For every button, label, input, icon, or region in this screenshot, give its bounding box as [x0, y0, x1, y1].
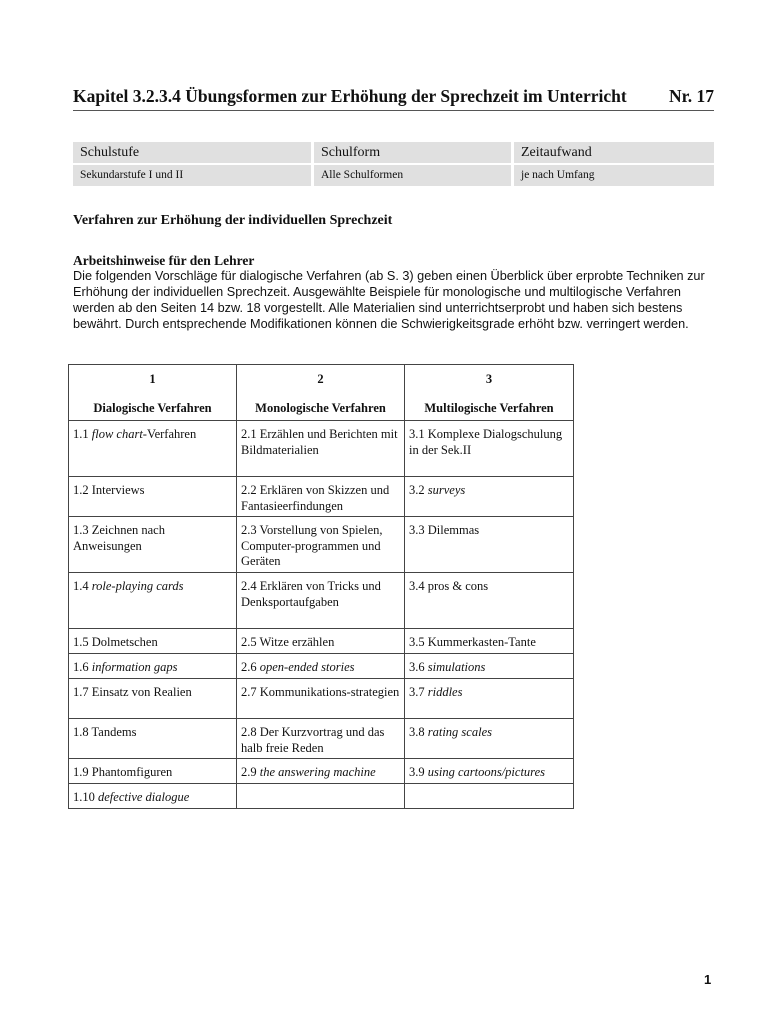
table-row — [69, 784, 574, 809]
header-number: 1 — [149, 372, 156, 386]
header-label: Dialogische Verfahren — [93, 401, 212, 415]
header-cell — [405, 365, 574, 421]
schulstufe-value: Sekundarstufe I und II — [80, 169, 184, 181]
table-cell: 3.2 surveys — [405, 477, 574, 517]
schulstufe-label: Schulstufe — [73, 144, 311, 165]
section-title: Verfahren zur Erhöhung der individuellen Sprechzeit — [73, 213, 393, 228]
table-body — [69, 421, 574, 809]
table-cell: 3.9 using cartoons/pictures — [405, 759, 574, 784]
header-number: 3 — [485, 372, 493, 386]
table-cell: 2.8 Der Kurzvortrag und das halb freie Reden — [237, 719, 405, 759]
table-cell: 3.6 simulations — [405, 654, 574, 679]
table-cell: 3.7 riddles — [405, 679, 574, 719]
table-cell: 1.4 role-playing cards — [69, 573, 237, 629]
hints-title: Arbeitshinweise für den Lehrer — [73, 253, 255, 268]
table-row — [69, 517, 574, 573]
page-header — [73, 86, 714, 111]
table-cell: 1.1 flow chart-Verfahren — [69, 421, 237, 477]
table-cell: 1.9 Phantomfiguren — [69, 759, 237, 784]
header-label: Monologische Verfahren — [255, 401, 386, 415]
table-cell: 1.10 defective dialogue — [69, 784, 237, 809]
table-row — [69, 573, 574, 629]
table-cell: 1.2 Interviews — [69, 477, 237, 517]
header-number: 2 — [317, 372, 324, 386]
table-cell: 2.5 Witze erzählen — [237, 629, 405, 654]
table-cell: 2.1 Erzählen und Berichten mit Bildmaterialien — [237, 421, 405, 477]
chapter-title: Kapitel 3.2.3.4 Übungsformen zur Erhöhung der Sprechzeit im Unterricht — [73, 86, 627, 106]
table-cell: 1.7 Einsatz von Realien — [69, 679, 237, 719]
table-cell: 1.8 Tandems — [69, 719, 237, 759]
document-number: Nr. 17 — [668, 86, 714, 106]
table-cell: 2.9 the answering machine — [237, 759, 405, 784]
table-cell: 1.3 Zeichnen nach Anweisungen — [69, 517, 237, 573]
table-cell: 3.1 Komplexe Dialogschulung in der Sek.II — [405, 421, 574, 477]
table-row — [69, 759, 574, 784]
table-cell: 2.6 open-ended stories — [237, 654, 405, 679]
table-row — [69, 421, 574, 477]
table-row — [69, 654, 574, 679]
table-cell: 2.3 Vorstellung von Spielen, Computer-programmen und Geräten — [237, 517, 405, 573]
table-cell: 2.2 Erklären von Skizzen und Fantasieerfindungen — [237, 477, 405, 517]
zeitaufwand-value: je nach Umfang — [521, 169, 595, 181]
table-cell: 1.6 information gaps — [69, 654, 237, 679]
methods-table — [68, 364, 574, 809]
info-box — [73, 142, 714, 186]
info-schulform — [311, 142, 511, 186]
table-row — [69, 629, 574, 654]
table-cell — [237, 784, 405, 809]
page-number: 1 — [704, 972, 712, 987]
table-row — [69, 719, 574, 759]
table-row — [69, 679, 574, 719]
schulform-label: Schulform — [314, 144, 511, 165]
table-cell: 2.4 Erklären von Tricks und Denksportaufgaben — [237, 573, 405, 629]
table-cell: 3.8 rating scales — [405, 719, 574, 759]
table-cell: 3.4 pros & cons — [405, 573, 574, 629]
table-row — [69, 477, 574, 517]
schulform-value: Alle Schulformen — [321, 169, 404, 181]
table-cell: 3.5 Kummerkasten-Tante — [405, 629, 574, 654]
header-cell — [69, 365, 237, 421]
header-cell — [237, 365, 405, 421]
info-schulstufe — [73, 142, 311, 186]
table-header-row — [69, 365, 574, 421]
header-label: Multilogische Verfahren — [424, 401, 554, 415]
table-cell: 2.7 Kommunikations-strategien — [237, 679, 405, 719]
zeitaufwand-label: Zeitaufwand — [514, 144, 714, 165]
table-cell: 1.5 Dolmetschen — [69, 629, 237, 654]
info-zeitaufwand — [511, 142, 714, 186]
table-cell: 3.3 Dilemmas — [405, 517, 574, 573]
hints-text: Die folgenden Vorschläge für dialogische Verfahren (ab S. 3) geben einen Überblick über erprobte Techniken zur Erhöhung der individuellen Sprechzeit. Ausgewählte Beispiele für monologische und multilogische Verfahren werden ab den Seiten 14 bzw. 18 vorgestellt. Alle Materialien sind unterrichtserprobt und haben sich bestens bewährt. Durch entsprechende Modifikationen können die Schwierigkeitsgrade erhöht bzw. verringert werden. — [73, 269, 705, 331]
table-cell — [405, 784, 574, 809]
